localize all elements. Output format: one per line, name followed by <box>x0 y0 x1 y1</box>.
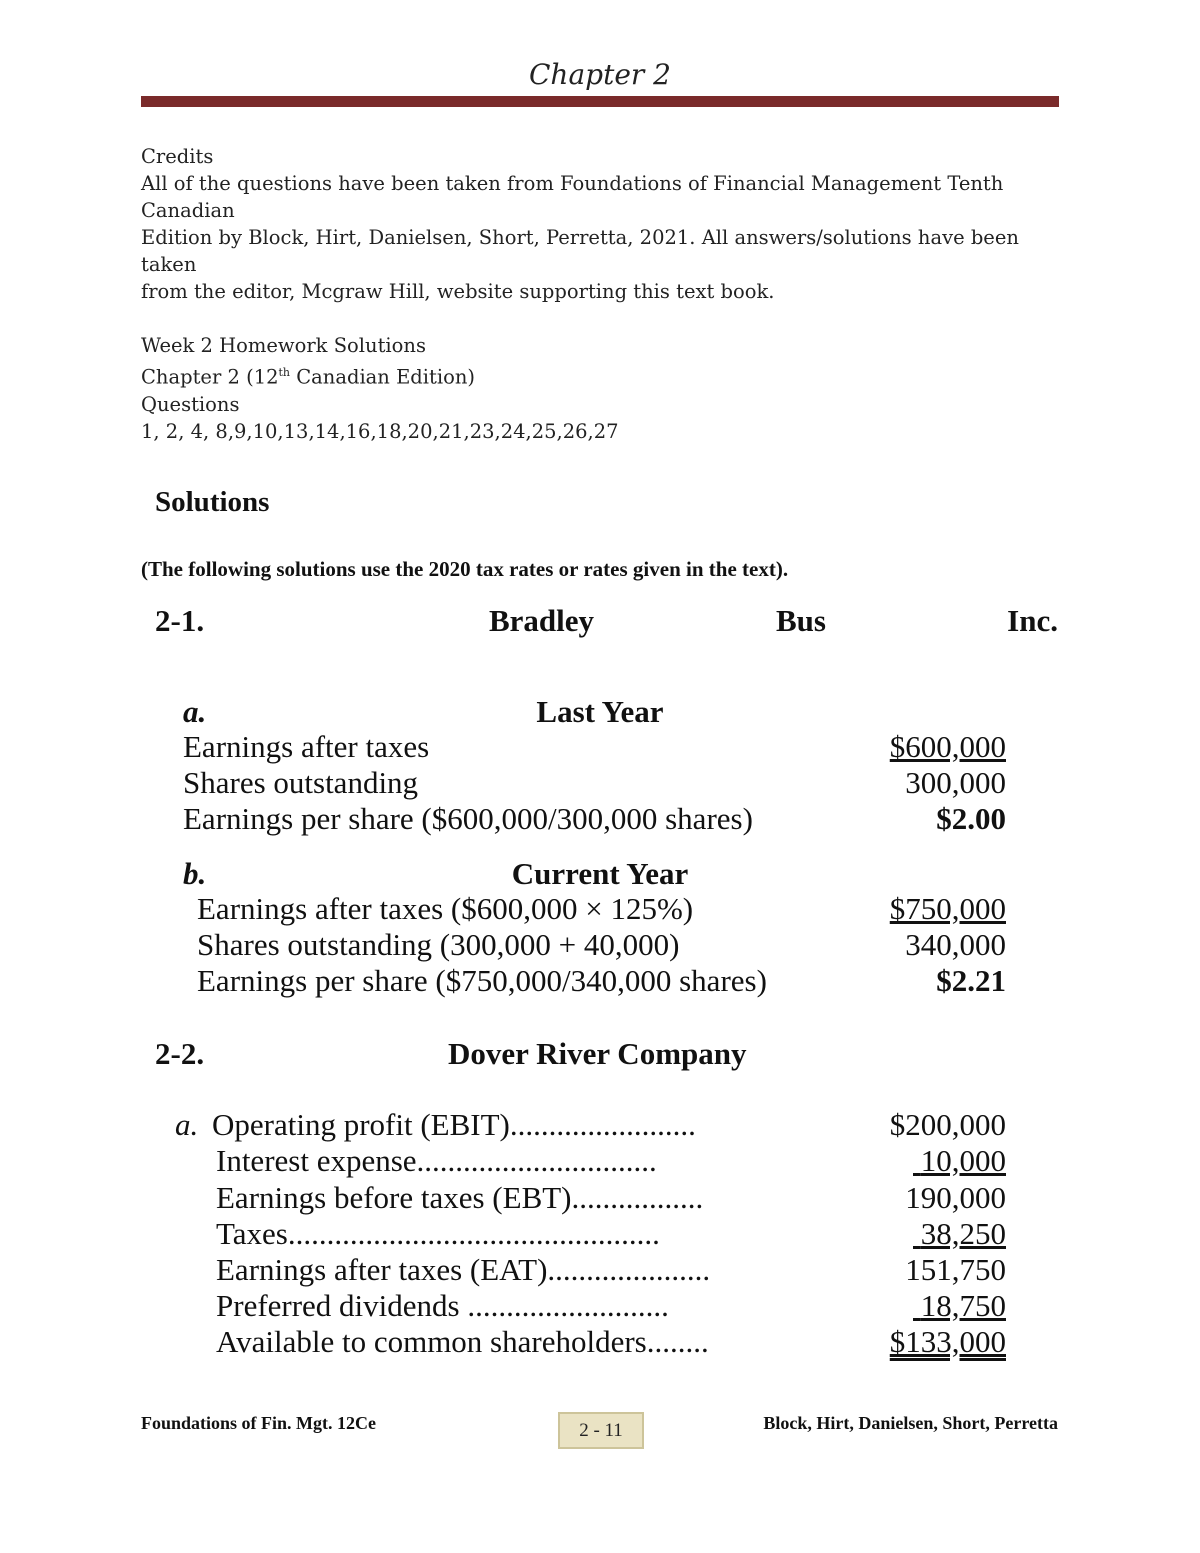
statement-value: $750,000 <box>889 891 1006 926</box>
credits-heading: Credits <box>141 145 214 168</box>
statement-label: Earnings after taxes <box>183 729 430 764</box>
footer-left: Foundations of Fin. Mgt. 12Ce <box>141 1413 377 1433</box>
income-row-value: $200,000 <box>889 1107 1006 1142</box>
income-row-value: 151,750 <box>905 1252 1006 1287</box>
problem-1-title-word: Bradley <box>489 603 595 638</box>
income-row-label: Earnings after taxes (EAT)..................... <box>216 1252 711 1287</box>
chapter-prefix: Chapter 2 (12 <box>141 365 279 389</box>
chapter-suffix: Canadian Edition) <box>290 365 475 389</box>
income-row-value: 10,000 <box>920 1143 1006 1178</box>
income-row-label: Interest expense............................... <box>216 1143 657 1178</box>
income-row-label: Preferred dividends .......................... <box>216 1288 669 1323</box>
income-row-value: 38,250 <box>920 1216 1006 1251</box>
credits-line: from the editor, Mcgraw Hill, website supporting this text book. <box>141 280 775 303</box>
income-row-value: 18,750 <box>920 1288 1006 1323</box>
income-row-label: Available to common shareholders........ <box>216 1324 709 1359</box>
statement-label: Shares outstanding (300,000 + 40,000) <box>197 927 680 962</box>
questions-label: Questions <box>141 392 240 416</box>
problem-1-number: 2-1. <box>155 603 205 638</box>
part-a-heading: Last Year <box>536 694 664 729</box>
statement-value: 300,000 <box>905 765 1006 800</box>
questions-list: 1, 2, 4, 8,9,10,13,14,16,18,20,21,23,24,25,26,27 <box>141 419 619 443</box>
part-b-heading: Current Year <box>511 856 689 891</box>
statement-label: Earnings per share ($600,000/300,000 shares) <box>183 801 753 836</box>
statement-value: $600,000 <box>889 729 1006 764</box>
chapter-line <box>141 359 841 391</box>
problem-2-part-a-label: a. <box>175 1107 199 1142</box>
chapter-sup: th <box>278 366 291 379</box>
statement-value: 340,000 <box>905 927 1006 962</box>
week-title: Week 2 Homework Solutions <box>141 334 426 357</box>
credits-line: Edition by Block, Hirt, Danielsen, Short, Perretta, 2021. All answers/solutions have been taken <box>141 226 1019 276</box>
assignment-block <box>141 332 841 445</box>
income-row-label: Taxes................................................ <box>216 1216 660 1251</box>
credits-block <box>141 143 1066 305</box>
statement-label: Shares outstanding <box>183 765 419 800</box>
page-header-title: Chapter 2 <box>529 58 671 91</box>
solutions-note: (The following solutions use the 2020 tax rates or rates given in the text). <box>141 557 789 581</box>
statement-value: $2.00 <box>936 801 1006 836</box>
income-row-label: Earnings before taxes (EBT)................. <box>216 1180 704 1215</box>
income-row-value: 190,000 <box>905 1180 1006 1215</box>
problem-1-title-word: Inc. <box>1007 603 1058 638</box>
income-row-label: Operating profit (EBIT)........................ <box>212 1107 696 1142</box>
footer-right: Block, Hirt, Danielsen, Short, Perretta <box>763 1413 1058 1433</box>
problem-2-number: 2-2. <box>155 1036 205 1071</box>
part-b-label: b. <box>183 856 207 891</box>
page-number-badge: 2 - 11 <box>558 1412 644 1449</box>
solutions-heading: Solutions <box>155 486 270 518</box>
statement-label: Earnings after taxes ($600,000 × 125%) <box>197 891 694 926</box>
header-rule <box>141 96 1059 107</box>
income-row-value: $133,000 <box>889 1324 1006 1359</box>
statement-value: $2.21 <box>936 963 1006 998</box>
problem-1-title-word: Bus <box>776 603 826 638</box>
credits-line: All of the questions have been taken from Foundations of Financial Management Tenth Canadian <box>141 172 1004 222</box>
statement-label: Earnings per share ($750,000/340,000 shares) <box>197 963 767 998</box>
problem-2-title: Dover River Company <box>448 1036 747 1071</box>
part-a-label: a. <box>183 694 207 729</box>
